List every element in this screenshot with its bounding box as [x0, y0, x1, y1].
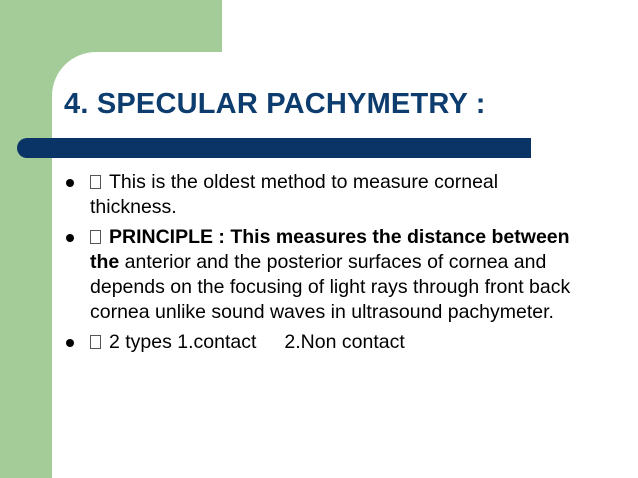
bullet-dot-icon	[66, 179, 74, 187]
principle-text: anterior and the posterior surfaces of cornea and depends on the focusing of light rays through front back cornea unlike sound waves in ultrasound pachymeter.	[90, 251, 571, 323]
missing-glyph-box-icon	[90, 175, 101, 189]
green-side-bar	[0, 0, 52, 478]
bullet-item-types	[60, 330, 580, 355]
principle-bold-lead: PRINCIPLE : This measures the distance between the	[90, 226, 570, 273]
bullet-dot-icon	[66, 234, 74, 242]
slide-title: 4. SPECULAR PACHYMETRY :	[64, 88, 486, 120]
title-underline-bar	[17, 138, 531, 158]
bullet-dot-icon	[66, 339, 74, 347]
missing-glyph-box-icon	[90, 335, 101, 349]
types-first: 2 types 1.contact	[109, 331, 257, 353]
bullet-item-principle	[60, 225, 580, 325]
types-second: 2.Non contact	[284, 331, 405, 353]
missing-glyph-box-icon	[90, 230, 101, 244]
bullet-text: This is the oldest method to measure corneal thickness.	[90, 171, 499, 218]
bullet-list	[60, 170, 580, 360]
bullet-item-oldest-method	[60, 170, 580, 220]
